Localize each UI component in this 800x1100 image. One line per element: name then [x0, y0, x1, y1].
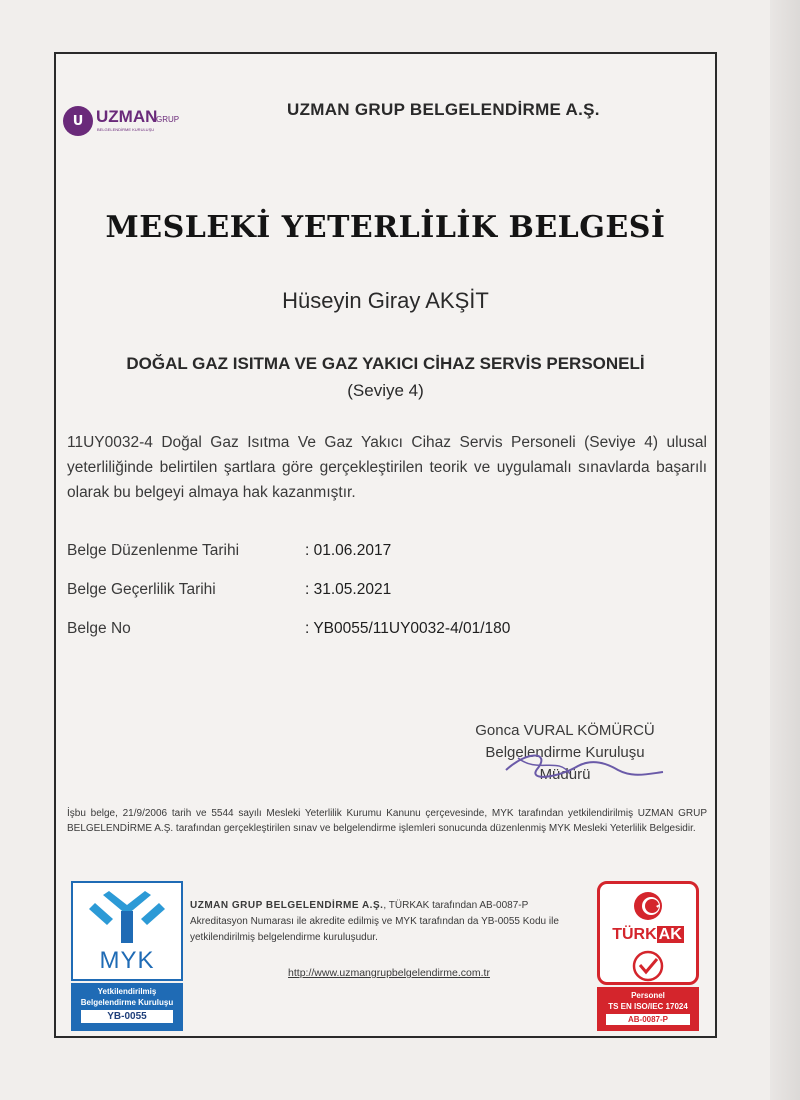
turkak-line-2: TS EN ISO/IEC 17024	[608, 1002, 688, 1011]
signatory-title-1: Belgelendirme Kuruluşu	[485, 744, 645, 761]
holder-name: Hüseyin Giray AKŞİT	[282, 288, 489, 313]
company-logo	[63, 103, 193, 139]
turkak-line-1: Personel	[631, 991, 665, 1000]
myk-emblem-icon	[73, 885, 181, 949]
certificate-title: MESLEKİ YETERLİLİK BELGESİ	[105, 210, 666, 245]
logo-text: UZMAN	[96, 107, 158, 126]
turkak-badge	[597, 881, 699, 1031]
check-seal-icon	[600, 948, 696, 984]
field-value: : 01.06.2017	[305, 542, 392, 559]
myk-authorization	[71, 983, 183, 1031]
turkak-accreditation	[597, 987, 699, 1031]
signature-scribble	[498, 748, 668, 788]
qualification-name: DOĞAL GAZ ISITMA VE GAZ YAKICI CİHAZ SERVİS PERSONELİ	[126, 354, 645, 373]
turkak-logo-box	[597, 881, 699, 985]
certificate-statement: 11UY0032-4 Doğal Gaz Isıtma Ve Gaz Yakıcı Cihaz Servis Personeli (Seviye 4) ulusal yeterliliğinde belirtilen şartlara göre gerçekleştirilen teorik ve uygulamalı sınavlarda başarılı olarak bu belgeyi almaya hak kazanmıştır.	[67, 434, 707, 501]
field-value: : 31.05.2021	[305, 581, 392, 598]
field-label: Belge Geçerlilik Tarihi	[67, 581, 216, 598]
website-link[interactable]: http://www.uzmangrupbelgelendirme.com.tr	[288, 967, 490, 979]
field-label: Belge No	[67, 620, 131, 637]
myk-line-1: Yetkilendirilmiş	[97, 987, 157, 996]
turkak-name-a: TÜRK	[612, 926, 657, 943]
logo-mark-icon: U	[63, 106, 93, 136]
turkak-name-b: AK	[658, 926, 682, 943]
myk-name: MYK	[99, 947, 155, 974]
accreditation-body: , TÜRKAK tarafından AB-0087-P Akreditasyon Numarası ile akredite edilmiş ve MYK tarafından da YB-0055 Kodu ile yetkilendirilmiş belgelendirme kuruluşudur.	[190, 900, 559, 943]
turkak-name	[600, 926, 696, 944]
myk-logo-box	[71, 881, 183, 981]
signatory-name: Gonca VURAL KÖMÜRCÜ	[475, 722, 655, 739]
company-name: UZMAN GRUP BELGELENDİRME A.Ş.	[287, 100, 600, 119]
field-label: Belge Düzenlenme Tarihi	[67, 542, 240, 559]
signatory-title-2: Müdürü	[539, 766, 591, 783]
myk-line-2: Belgelendirme Kuruluşu	[80, 998, 174, 1007]
field-value: : YB0055/11UY0032-4/01/180	[305, 620, 511, 637]
qualification-block	[54, 350, 717, 404]
legal-note: İşbu belge, 21/9/2006 tarih ve 5544 sayılı Mesleki Yeterlilik Kurumu Kanunu çerçevesinde, MYK tarafından yetkilendirilmiş UZMAN GRUP BELGELENDİRME A.Ş. tarafından gerçekleştirilen sınav ve belgelendirme işlemleri sonucunda düzenlenmiş MYK Mesleki Yeterlilik Belgesidir.	[67, 808, 707, 834]
qualification-level: (Seviye 4)	[347, 381, 424, 400]
logo-tagline: BELGELENDİRME KURULUŞU	[97, 127, 155, 132]
logo-sub: GRUP	[156, 115, 180, 124]
turkak-code: AB-0087-P	[606, 1014, 690, 1025]
crescent-star-icon	[600, 886, 696, 926]
accreditation-company: UZMAN GRUP BELGELENDİRME A.Ş.	[190, 900, 384, 911]
myk-badge	[71, 881, 183, 1031]
myk-code: YB-0055	[81, 1010, 173, 1023]
accreditation-text	[190, 898, 588, 946]
page-edge-shadow	[770, 0, 800, 1100]
